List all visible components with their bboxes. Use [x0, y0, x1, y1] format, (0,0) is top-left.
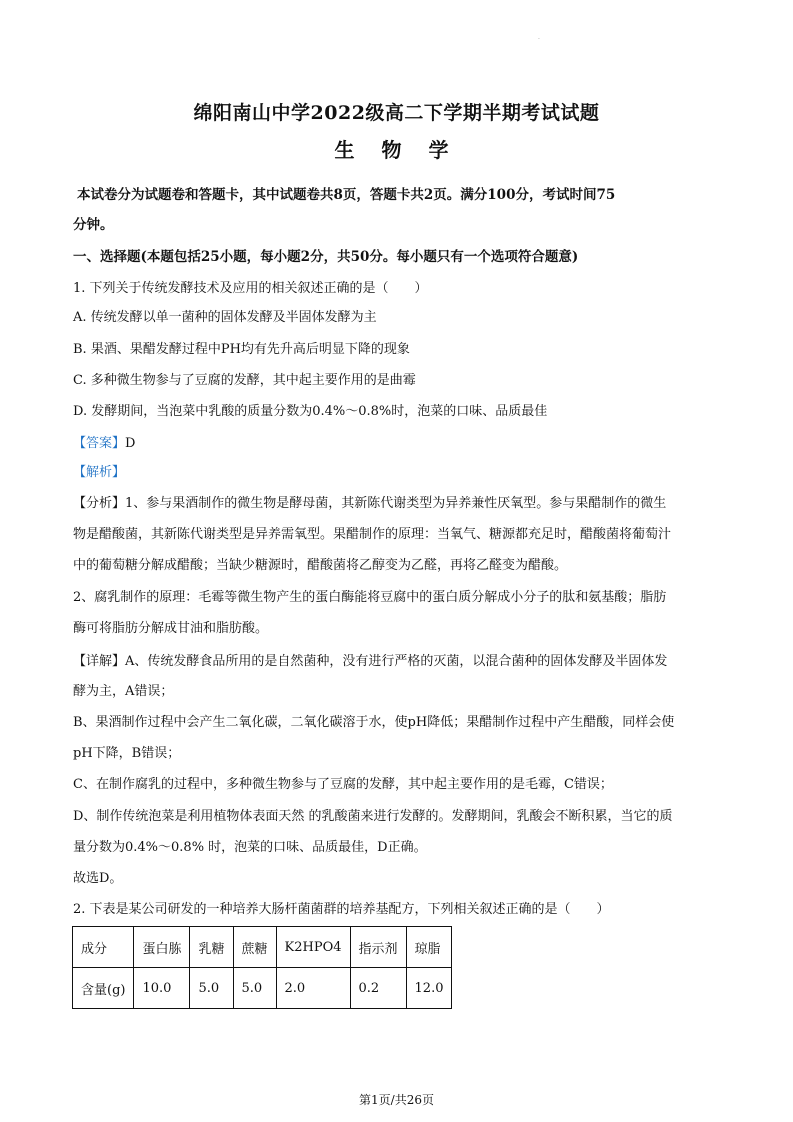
q1-option-d: D. 发酵期间，当泡菜中乳酸的质量分数为0.4%～0.8%时，泡菜的口味、品质最佳 — [73, 404, 548, 419]
answer-value: D — [125, 436, 136, 451]
analysis-line: 【分析】1、参与果酒制作的微生物是酵母菌，其新陈代谢类型为异养兼性厌氧型。参与果醋制作的微生 — [73, 496, 667, 511]
analysis-line: 酶可将脂肪分解成甘油和脂肪酸。 — [73, 621, 269, 636]
table-row — [73, 968, 452, 1009]
table-cell: 蔗糖 — [233, 927, 276, 968]
intro-line-2: 分钟。 — [73, 217, 114, 233]
detail-line: 【详解】A、传统发酵食品所用的是自然菌种，没有进行严格的灭菌，以混合菌种的固体发酵及半固体发 — [73, 654, 668, 669]
table-cell: 10.0 — [134, 968, 190, 1009]
analysis-line: 中的葡萄糖分解成醋酸；当缺少糖源时，醋酸菌将乙醇变为乙醛，再将乙醛变为醋酸。 — [73, 558, 568, 573]
q1-option-a: A. 传统发酵以单一菌种的固体发酵及半固体发酵为主 — [73, 310, 377, 325]
detail-line: pH下降，B错误； — [73, 746, 181, 761]
q2-stem: 2. 下表是某公司研发的一种培养大肠杆菌菌群的培养基配方，下列相关叙述正确的是（ ） — [73, 902, 610, 917]
table-cell: 0.2 — [350, 968, 406, 1009]
table-cell: K2HPO4 — [276, 927, 350, 968]
intro-line-1: 本试卷分为试题卷和答题卡，其中试题卷共8页，答题卡共2页。满分100分，考试时间75 — [77, 187, 616, 203]
analysis-line: 2、腐乳制作的原理：毛霉等微生物产生的蛋白酶能将豆腐中的蛋白质分解成小分子的肽和氨基酸；脂肪 — [73, 590, 667, 605]
detail-line: 量分数为0.4%～0.8% 时，泡菜的口味、品质最佳，D正确。 — [73, 840, 427, 855]
table-cell: 蛋白胨 — [134, 927, 190, 968]
table-cell: 5.0 — [233, 968, 276, 1009]
table-cell: 乳糖 — [190, 927, 233, 968]
medium-table — [72, 926, 452, 1009]
analysis-tag: 【解析】 — [73, 465, 126, 480]
table-cell: 12.0 — [406, 968, 452, 1009]
table-cell: 指示剂 — [350, 927, 406, 968]
detail-line: C、在制作腐乳的过程中，多种微生物参与了豆腐的发酵，其中起主要作用的是毛霉，C错误； — [73, 777, 613, 792]
page-footer: 第1页/共26页 — [359, 1093, 434, 1107]
page-mark: . — [538, 34, 540, 41]
answer-tag: 【答案】 — [73, 436, 126, 451]
table-cell: 5.0 — [190, 968, 233, 1009]
table-cell: 琼脂 — [406, 927, 452, 968]
q1-answer — [73, 432, 733, 451]
table-cell: 成分 — [73, 927, 134, 968]
section-title: 一、选择题(本题包括25小题，每小题2分，共50分。每小题只有一个选项符合题意) — [73, 249, 579, 265]
table-cell: 含量(g) — [73, 968, 134, 1009]
q1-stem: 1. 下列关于传统发酵技术及应用的相关叙述正确的是（ ） — [73, 281, 428, 296]
detail-line: D、制作传统泡菜是利用植物体表面天然 的乳酸菌来进行发酵的。发酵期间，乳酸会不断积累，当它的质 — [73, 809, 673, 824]
detail-line: B、果酒制作过程中会产生二氧化碳，二氧化碳溶于水，使pH降低；果醋制作过程中产生醋酸，同样会使 — [73, 715, 675, 730]
detail-line: 酵为主，A错误； — [73, 684, 174, 699]
detail-line: 故选D。 — [73, 871, 123, 886]
table-header-row — [73, 927, 452, 968]
q1-option-c: C. 多种微生物参与了豆腐的发酵，其中起主要作用的是曲霉 — [73, 373, 416, 388]
table-cell: 2.0 — [276, 968, 350, 1009]
q1-option-b: B. 果酒、果醋发酵过程中PH均有先升高后明显下降的现象 — [73, 342, 410, 357]
analysis-line: 物是醋酸菌，其新陈代谢类型是异养需氧型。果醋制作的原理：当氧气、糖源都充足时，醋酸菌将葡萄汁 — [73, 527, 672, 542]
exam-title: 绵阳南山中学2022级高二下学期半期考试试题 — [193, 102, 600, 124]
subject-title: 生 物 学 — [334, 138, 459, 162]
